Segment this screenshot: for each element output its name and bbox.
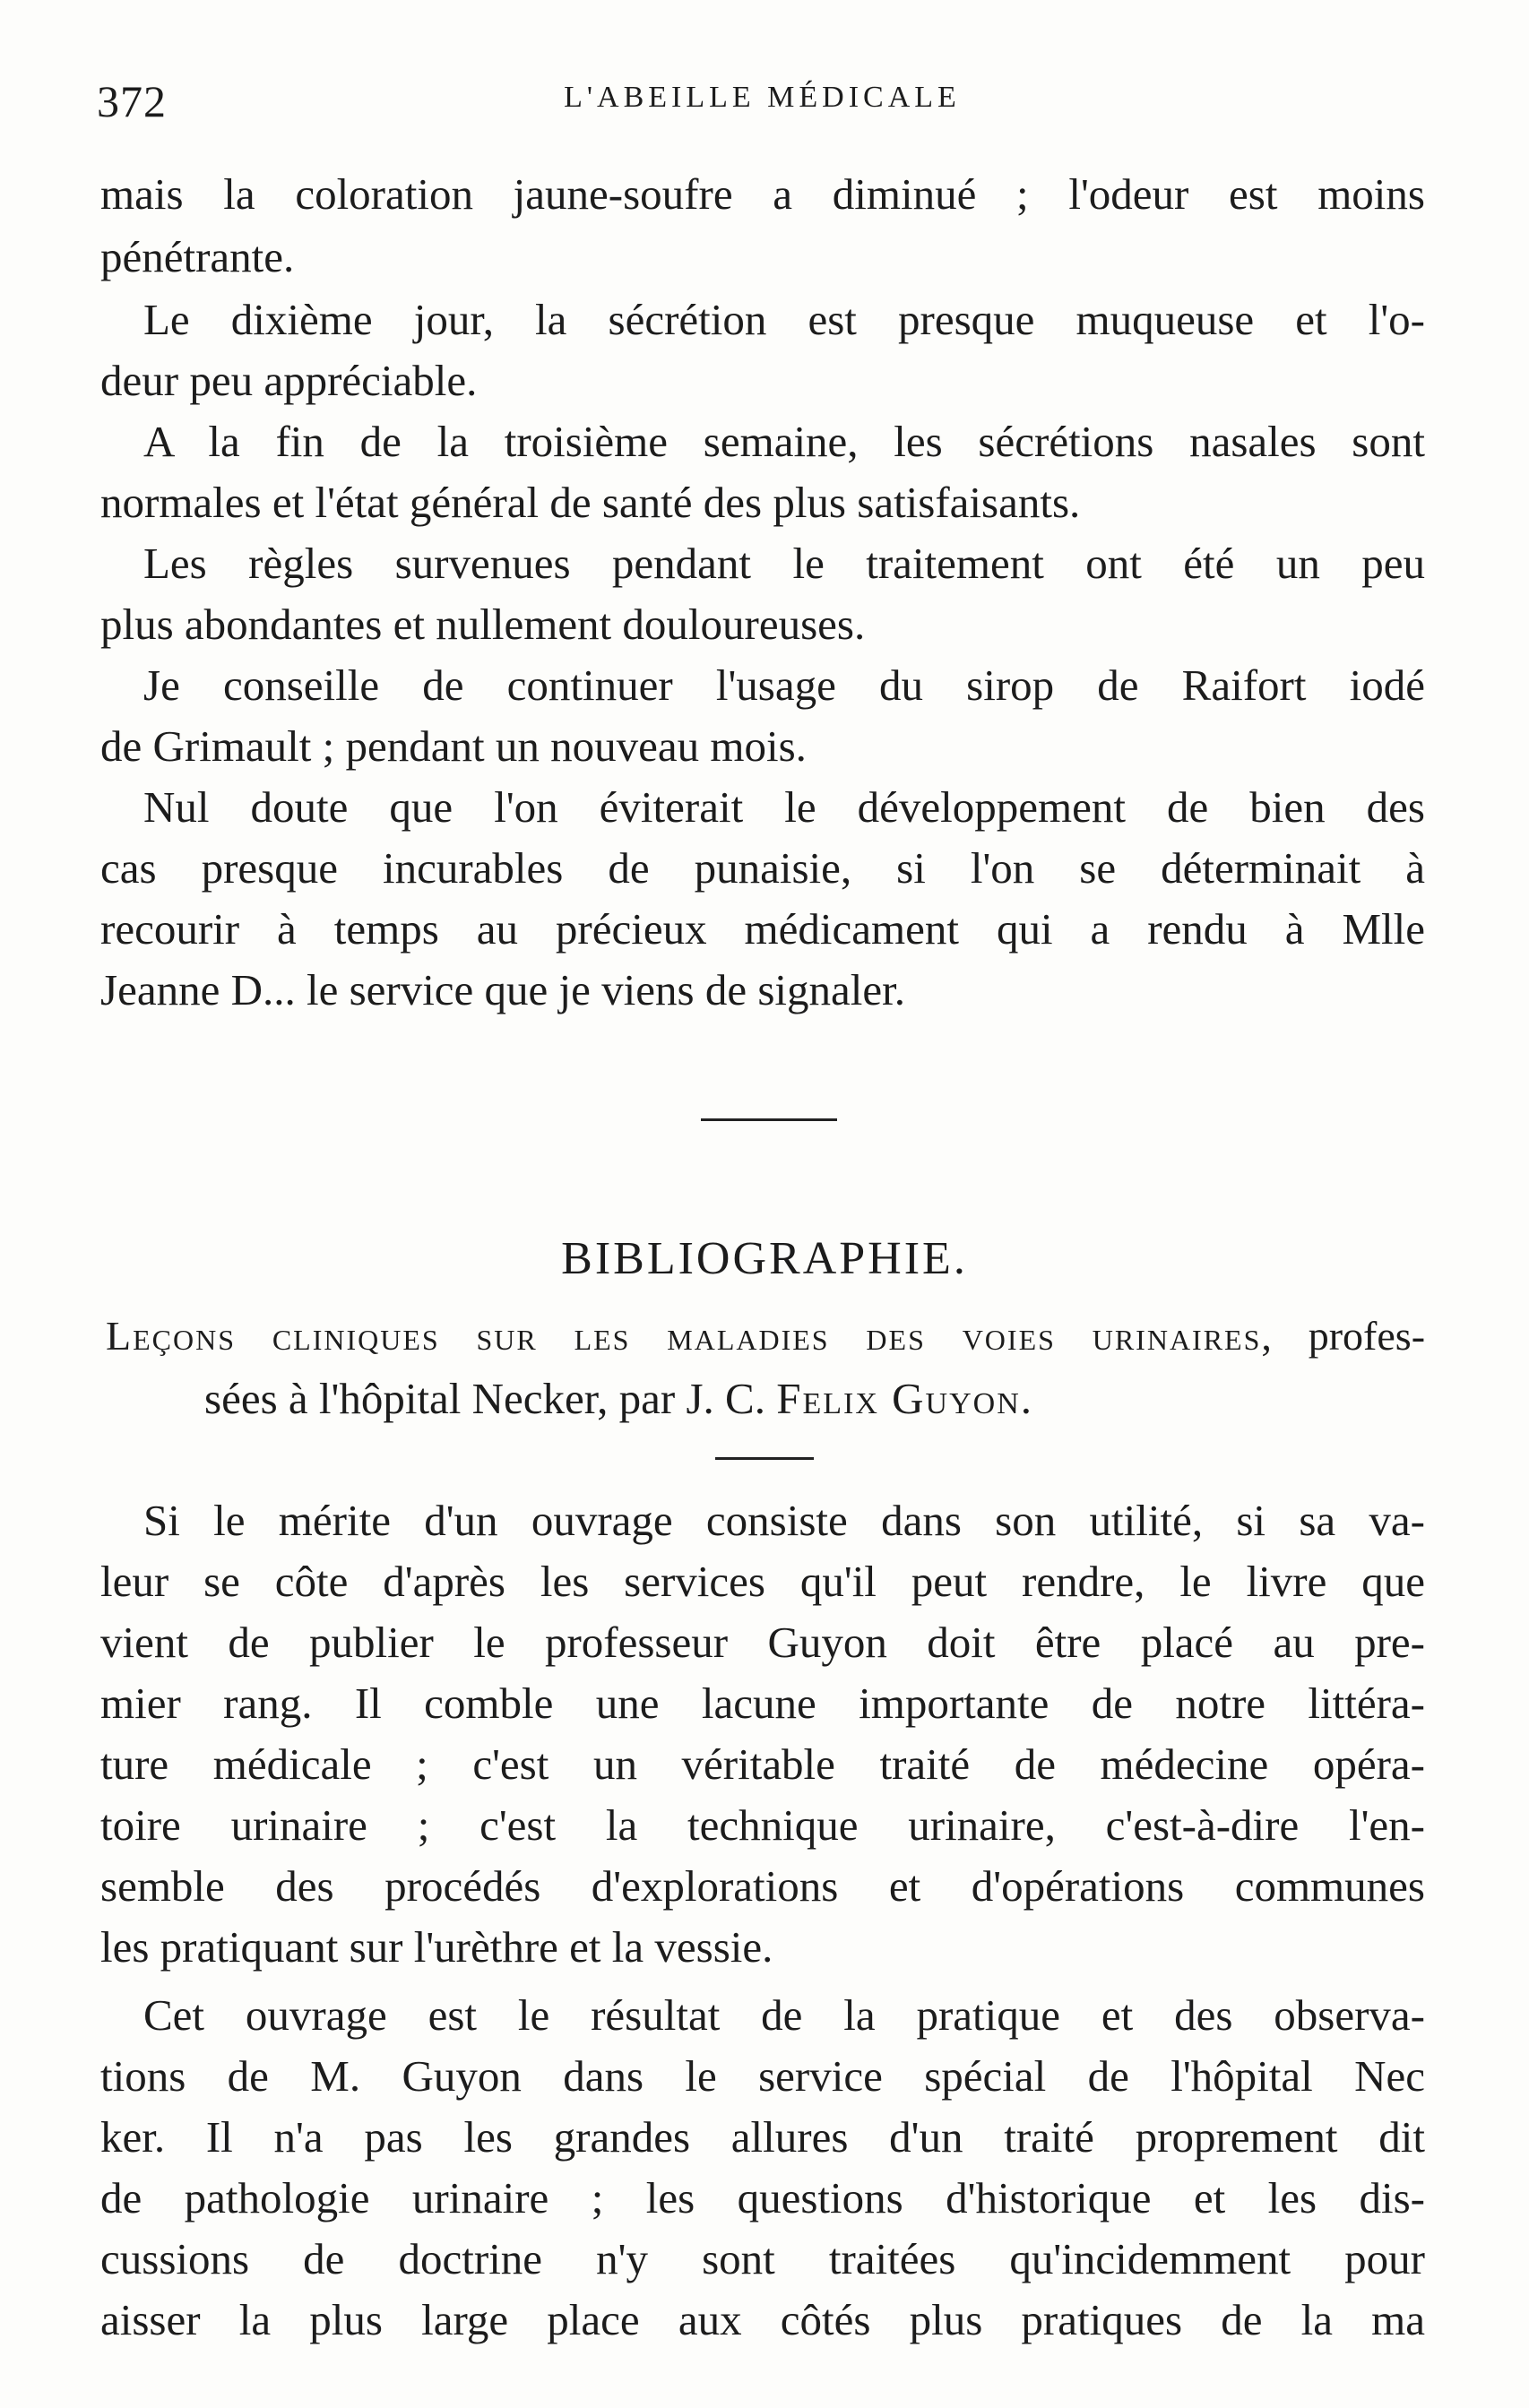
text-line: Si le mérite d'un ouvrage consiste dans son utilité, si sa va- <box>143 1496 1425 1545</box>
text-line: cussions de doctrine n'y sont traitées qu'incidemment pour <box>100 2234 1425 2283</box>
text-line: A la fin de la troisième semaine, les sécrétions nasales sont <box>143 417 1425 466</box>
text-line: Je conseille de continuer l'usage du sirop de Raifort iodé <box>143 660 1425 710</box>
short-separator <box>715 1457 814 1460</box>
page-number: 372 <box>97 76 167 126</box>
text-line: recourir à temps au précieux médicament qui a rendu à Mlle <box>100 904 1425 954</box>
text-line: normales et l'état général de santé des plus satisfaisants. <box>100 478 1081 527</box>
book-title-line-2 <box>204 1374 1280 1423</box>
text-line: toire urinaire ; c'est la technique urinaire, c'est-à-dire l'en- <box>100 1800 1425 1850</box>
text-line: Jeanne D... le service que je viens de signaler. <box>100 965 906 1014</box>
text-line: tions de M. Guyon dans le service spécial de l'hôpital Nec <box>100 2051 1425 2101</box>
section-separator <box>701 1118 837 1121</box>
text-line: mier rang. Il comble une lacune importante de notre littéra- <box>100 1679 1425 1728</box>
text-line: plus abondantes et nullement douloureuses. <box>100 600 866 649</box>
text-line: semble des procédés d'explorations et d'opérations communes <box>100 1861 1425 1911</box>
book-author: Felix Guyon. <box>776 1374 1033 1423</box>
page-header <box>97 75 1428 129</box>
book-title: Leçons cliniques sur les maladies des voies urinaires, <box>106 1313 1274 1359</box>
text-line: leur se côte d'après les services qu'il peut rendre, le livre que <box>100 1557 1425 1606</box>
text-line: ture médicale ; c'est un véritable traité de médecine opéra- <box>100 1739 1425 1789</box>
text-line: vient de publier le professeur Guyon doit être placé au pre- <box>100 1618 1425 1667</box>
text-line: Le dixième jour, la sécrétion est presque muqueuse et l'o- <box>143 295 1425 344</box>
book-title-tail: profes- <box>1308 1313 1426 1359</box>
section-title: BIBLIOGRAPHIE. <box>561 1233 968 1284</box>
text-line: pénétrante. <box>100 232 295 281</box>
text-line: aisser la plus large place aux côtés plus pratiques de la ma <box>100 2295 1425 2344</box>
book-title-line-1 <box>106 1313 1426 1359</box>
text-line: les pratiquant sur l'urèthre et la vessie. <box>100 1922 773 1972</box>
text-line: mais la coloration jaune-soufre a diminué ; l'odeur est moins <box>100 169 1425 219</box>
text-line: deur peu appréciable. <box>100 356 478 405</box>
text-line: de Grimault ; pendant un nouveau mois. <box>100 721 807 771</box>
running-title: L'ABEILLE MÉDICALE <box>564 81 961 114</box>
text-line: ker. Il n'a pas les grandes allures d'un traité proprement dit <box>100 2112 1425 2162</box>
text-line: cas presque incurables de punaisie, si l'on se déterminait à <box>100 843 1425 893</box>
text-line: de pathologie urinaire ; les questions d'historique et les dis- <box>100 2173 1425 2222</box>
text-line: Les règles survenues pendant le traitement ont été un peu <box>143 539 1425 588</box>
text-line: Nul doute que l'on éviterait le développement de bien des <box>143 782 1425 832</box>
text-line: Cet ouvrage est le résultat de la pratique et des observa- <box>143 1990 1425 2040</box>
book-title-publisher: sées à l'hôpital Necker, par J. C. <box>204 1374 765 1423</box>
